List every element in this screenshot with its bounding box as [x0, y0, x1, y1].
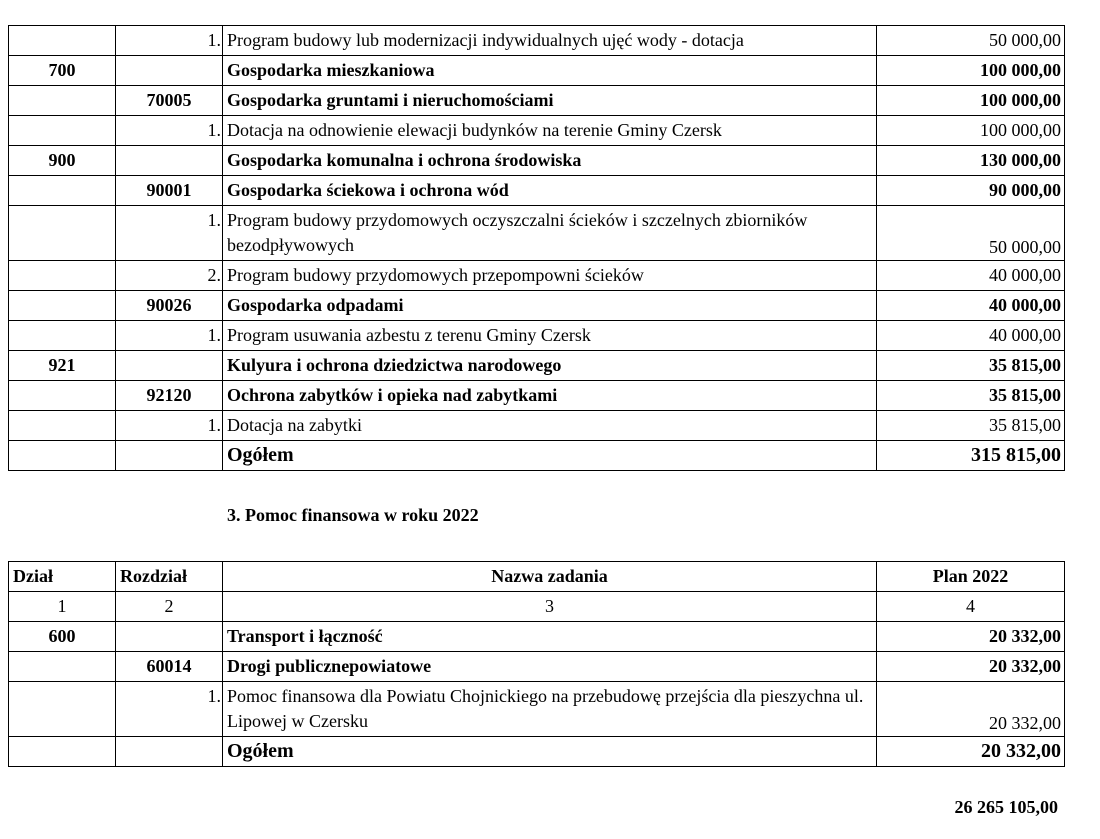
- header-dzial: Dział: [9, 562, 116, 592]
- task-name-cell: [223, 652, 877, 682]
- task-name: Transport i łączność: [227, 626, 383, 646]
- task-name-cell: [207, 206, 877, 261]
- task-name: Program budowy przydomowych przepompowni ścieków: [227, 265, 644, 285]
- table-row: [9, 622, 1065, 652]
- dzial-cell: [9, 291, 116, 321]
- table-row: [9, 86, 1065, 116]
- task-name: Dotacja na zabytki: [227, 415, 362, 435]
- task-name-cell: [207, 411, 877, 441]
- index-cell: 2: [116, 592, 223, 622]
- plan-value-cell: 50 000,00: [877, 26, 1065, 56]
- dzial-cell: [9, 321, 116, 351]
- plan-value-cell: 130 000,00: [877, 146, 1065, 176]
- rozdzial-cell: 70005: [116, 86, 223, 116]
- table-row: [9, 682, 1065, 737]
- rozdzial-cell: 60014: [116, 652, 223, 682]
- task-name: Gospodarka komunalna i ochrona środowiska: [227, 150, 582, 170]
- empty-cell: [9, 441, 116, 471]
- empty-cell: [9, 737, 116, 767]
- dzial-cell: [9, 682, 116, 737]
- table-row: [9, 261, 1065, 291]
- table-row: [9, 206, 1065, 261]
- plan-value-cell: 20 332,00: [877, 652, 1065, 682]
- total-value: 315 815,00: [877, 441, 1065, 471]
- task-name: Gospodarka mieszkaniowa: [227, 60, 435, 80]
- total-label: Ogółem: [223, 737, 877, 767]
- rozdzial-cell: [116, 56, 223, 86]
- plan-value-cell: 40 000,00: [877, 321, 1065, 351]
- item-number: 2.: [207, 265, 221, 285]
- task-name: Program budowy lub modernizacji indywidualnych ujęć wody - dotacja: [227, 30, 744, 50]
- table-row: [9, 26, 1065, 56]
- task-name-cell: [223, 176, 877, 206]
- total-label: Ogółem: [223, 441, 877, 471]
- index-row: [9, 592, 1065, 622]
- dzial-cell: [9, 86, 116, 116]
- plan-value-cell: 35 815,00: [877, 381, 1065, 411]
- dzial-cell: [9, 206, 116, 261]
- table-dotacje: [8, 25, 1065, 471]
- plan-value-cell: 40 000,00: [877, 261, 1065, 291]
- rozdzial-cell: 90026: [116, 291, 223, 321]
- dzial-cell: [9, 176, 116, 206]
- table-row: [9, 652, 1065, 682]
- header-row: [9, 562, 1065, 592]
- table-row: [9, 56, 1065, 86]
- task-name: Gospodarka ściekowa i ochrona wód: [227, 180, 509, 200]
- index-cell: 1: [9, 592, 116, 622]
- task-name-cell: [207, 682, 877, 737]
- item-number: 1.: [207, 415, 221, 435]
- rozdzial-cell: [116, 146, 223, 176]
- item-number: 1.: [207, 325, 221, 345]
- total-row: [9, 737, 1065, 767]
- total-value: 20 332,00: [877, 737, 1065, 767]
- task-name: Dotacja na odnowienie elewacji budynków na terenie Gminy Czersk: [227, 120, 722, 140]
- total-row: [9, 441, 1065, 471]
- index-cell: 4: [877, 592, 1065, 622]
- plan-value-cell: 100 000,00: [877, 86, 1065, 116]
- dzial-cell: [9, 381, 116, 411]
- task-name-cell: [223, 56, 877, 86]
- table-row: [9, 321, 1065, 351]
- empty-cell: [116, 441, 223, 471]
- section-heading: 3. Pomoc finansowa w roku 2022: [227, 505, 479, 525]
- table-row: [9, 116, 1065, 146]
- dzial-cell: 900: [9, 146, 116, 176]
- dzial-cell: [9, 26, 116, 56]
- rozdzial-cell: 92120: [116, 381, 223, 411]
- item-number: 1.: [207, 686, 221, 706]
- dzial-cell: [9, 411, 116, 441]
- rozdzial-cell: 90001: [116, 176, 223, 206]
- task-name-cell: [223, 146, 877, 176]
- task-name-cell: [223, 291, 877, 321]
- task-name-cell: [207, 26, 877, 56]
- plan-value-cell: 90 000,00: [877, 176, 1065, 206]
- table-row: [9, 176, 1065, 206]
- table-row: [9, 351, 1065, 381]
- task-name: Program usuwania azbestu z terenu Gminy Czersk: [227, 325, 591, 345]
- plan-value-cell: 40 000,00: [877, 291, 1065, 321]
- task-name-cell: [223, 351, 877, 381]
- task-name: Program budowy przydomowych oczyszczalni ścieków i szczelnych zbiorników bezodpływowych: [227, 210, 808, 255]
- table-row: [9, 291, 1065, 321]
- dzial-cell: [9, 116, 116, 146]
- dzial-cell: [9, 261, 116, 291]
- dzial-cell: [9, 652, 116, 682]
- item-number: 1.: [207, 30, 221, 50]
- grand-total: 26 265 105,00: [954, 797, 1058, 817]
- dzial-cell: 600: [9, 622, 116, 652]
- rozdzial-cell: [116, 622, 223, 652]
- header-plan: Plan 2022: [877, 562, 1065, 592]
- task-name-cell: [223, 622, 877, 652]
- header-rozdzial: Rozdział: [116, 562, 223, 592]
- table-pomoc-finansowa: [8, 561, 1065, 767]
- task-name: Drogi publicznepowiatowe: [227, 656, 432, 676]
- item-number: 1.: [207, 210, 221, 230]
- task-name-cell: [223, 381, 877, 411]
- task-name: Gospodarka odpadami: [227, 295, 404, 315]
- empty-cell: [116, 737, 223, 767]
- task-name-cell: [223, 86, 877, 116]
- item-number: 1.: [207, 120, 221, 140]
- table-row: [9, 411, 1065, 441]
- dzial-cell: 700: [9, 56, 116, 86]
- plan-value-cell: 35 815,00: [877, 351, 1065, 381]
- task-name: Gospodarka gruntami i nieruchomościami: [227, 90, 554, 110]
- plan-value-cell: 50 000,00: [877, 206, 1065, 261]
- task-name-cell: [207, 321, 877, 351]
- task-name-cell: [207, 116, 877, 146]
- table-row: [9, 146, 1065, 176]
- plan-value-cell: 20 332,00: [877, 622, 1065, 652]
- task-name-cell: [207, 261, 877, 291]
- index-cell: 3: [223, 592, 877, 622]
- plan-value-cell: 100 000,00: [877, 116, 1065, 146]
- plan-value-cell: 20 332,00: [877, 682, 1065, 737]
- header-nazwa-zadania: Nazwa zadania: [223, 562, 877, 592]
- task-name: Pomoc finansowa dla Powiatu Chojnickiego na przebudowę przejścia dla pieszychna ul. Lipowej w Czersku: [227, 686, 864, 731]
- plan-value-cell: 35 815,00: [877, 411, 1065, 441]
- plan-value-cell: 100 000,00: [877, 56, 1065, 86]
- task-name: Ochrona zabytków i opieka nad zabytkami: [227, 385, 558, 405]
- table-row: [9, 381, 1065, 411]
- dzial-cell: 921: [9, 351, 116, 381]
- task-name: Kulyura i ochrona dziedzictwa narodowego: [227, 355, 562, 375]
- rozdzial-cell: [116, 351, 223, 381]
